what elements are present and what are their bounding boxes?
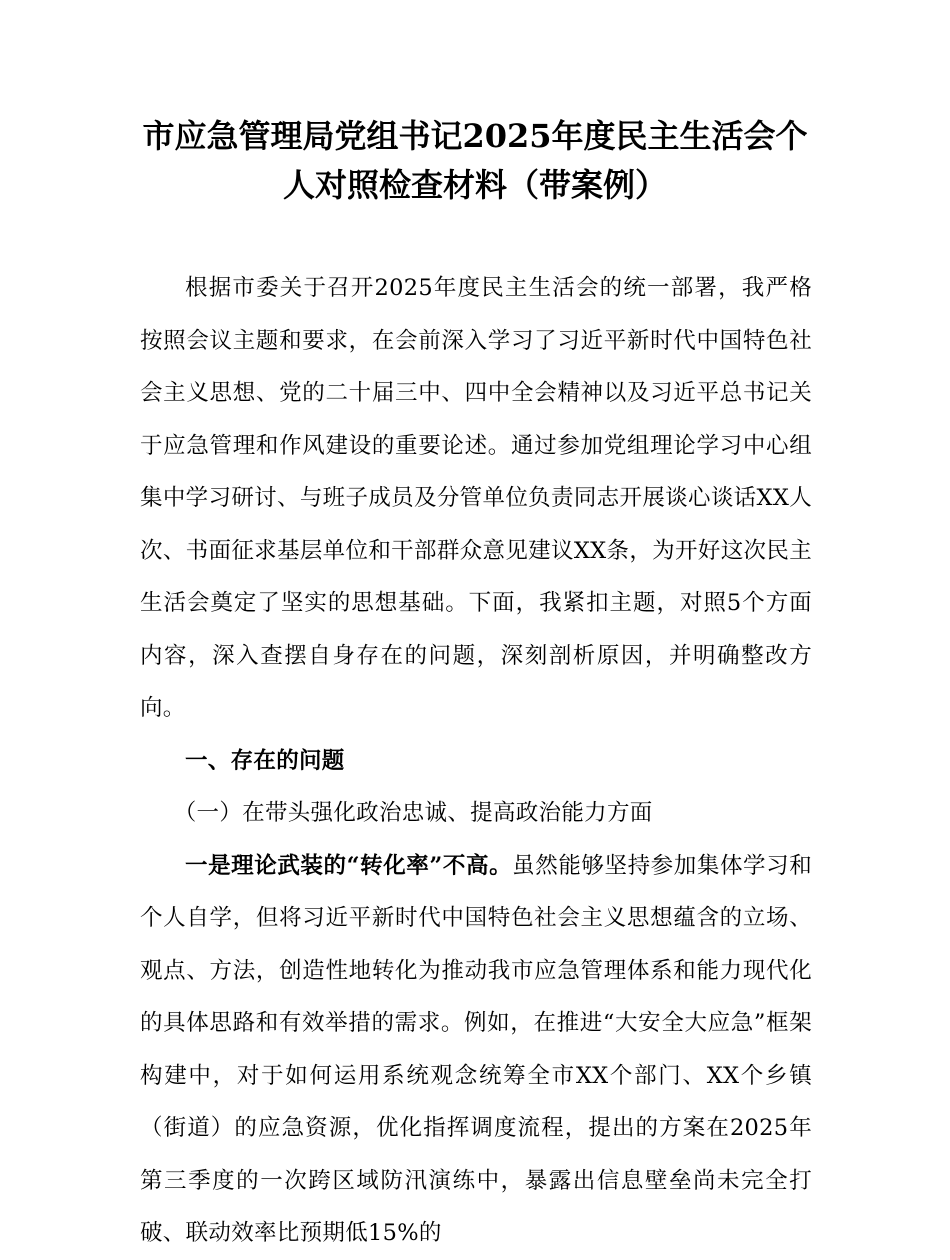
point-paragraph	[140, 840, 812, 1260]
document-title: 市应急管理局党组书记2025年度民主生活会个人对照检查材料（带案例）	[142, 117, 808, 204]
subsection-heading: （一）在带头强化政治忠诚、提高政治能力方面	[173, 800, 653, 826]
section-heading: 一、存在的问题	[185, 747, 345, 774]
point-body: 虽然能够坚持参加集体学习和个人自学，但将习近平新时代中国特色社会主义思想蕴含的立场、观点、方法，创造性地转化为推动我市应急管理体系和能力现代化的具体思路和有效举措的需求。例如，在推进“大安全大应急”框架构建中，对于如何运用系统观念统筹全市XX个部门、XX个乡镇（街道）的应急资源，优化指挥调度流程，提出的方案在2025年第三季度的一次跨区域防汛演练中，暴露出信息壁垒尚未完全打破、联动效率比预期低15%的	[140, 852, 812, 1246]
document-body	[140, 262, 812, 1260]
intro-paragraph: 根据市委关于召开2025年度民主生活会的统一部署，我严格按照会议主题和要求，在会前深入学习了习近平新时代中国特色社会主义思想、党的二十届三中、四中全会精神以及习近平总书记关于应急管理和作风建设的重要论述。通过参加党组理论学习中心组集中学习研讨、与班子成员及分管单位负责同志开展谈心谈话XX人次、书面征求基层单位和干部群众意见建议XX条，为开好这次民主生活会奠定了坚实的思想基础。下面，我紧扣主题，对照5个方面内容，深入查摆自身存在的问题，深刻剖析原因，并明确整改方向。	[140, 275, 812, 721]
point-lead: 一是理论武装的“转化率”不高。	[185, 852, 513, 879]
